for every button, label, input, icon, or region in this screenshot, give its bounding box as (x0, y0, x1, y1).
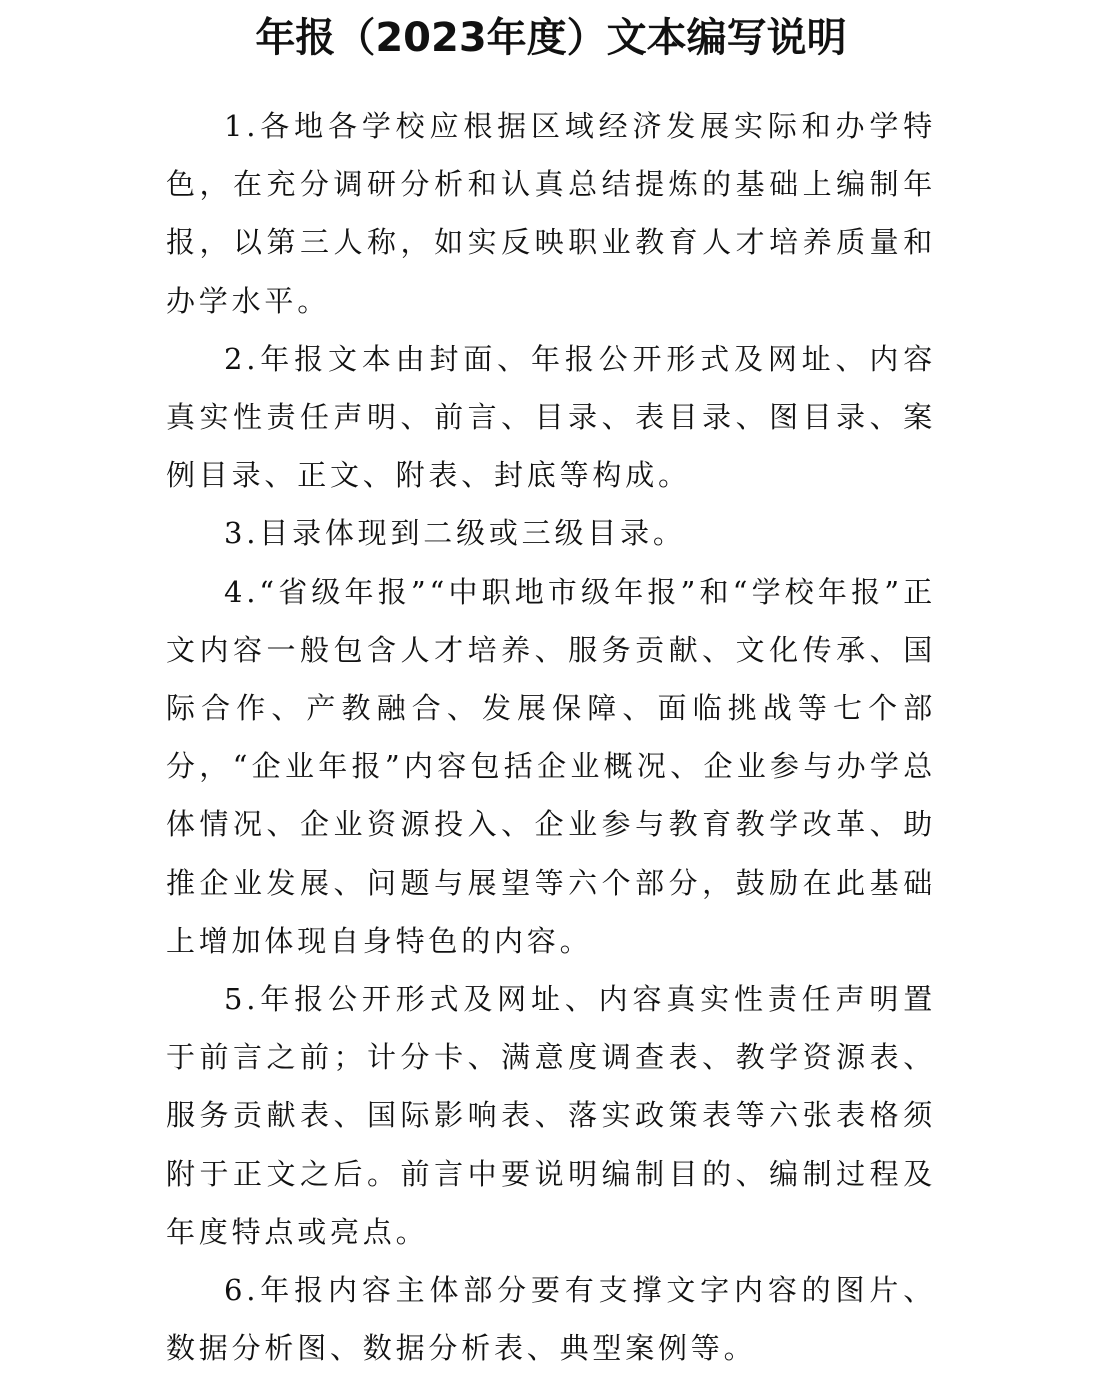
paragraph-3: 3.目录体现到二级或三级目录。 (224, 516, 686, 551)
paragraph-1: 1.各地各学校应根据区域经济发展实际和办学特色，在充分调研分析和认真总结提炼的基础上编制年报，以第三人称，如实反映职业教育人才培养质量和办学水平。 (166, 109, 936, 318)
paragraph-6: 6.年报内容主体部分要有支撑文字内容的图片、数据分析图、数据分析表、典型案例等。 (166, 1273, 936, 1366)
paragraph-2: 2.年报文本由封面、年报公开形式及网址、内容真实性责任声明、前言、目录、表目录、图目录、案例目录、正文、附表、封底等构成。 (166, 341, 936, 493)
paragraph-5: 5.年报公开形式及网址、内容真实性责任声明置于前言之前；计分卡、满意度调查表、教学资源表、服务贡献表、国际影响表、落实政策表等六张表格须附于正文之后。前言中要说明编制目的、编制过程及年度特点或亮点。 (166, 982, 936, 1249)
document-body (166, 97, 936, 1377)
document-title: 年报（2023年度）文本编写说明 (255, 15, 847, 61)
paragraph-4: 4.“省级年报”“中职地市级年报”和“学校年报”正文内容一般包含人才培养、服务贡献、文化传承、国际合作、产教融合、发展保障、面临挑战等七个部分，“企业年报”内容包括企业概况、企业参与办学总体情况、企业资源投入、企业参与教育教学改革、助推企业发展、问题与展望等六个部分，鼓励在此基础上增加体现自身特色的内容。 (166, 574, 936, 958)
